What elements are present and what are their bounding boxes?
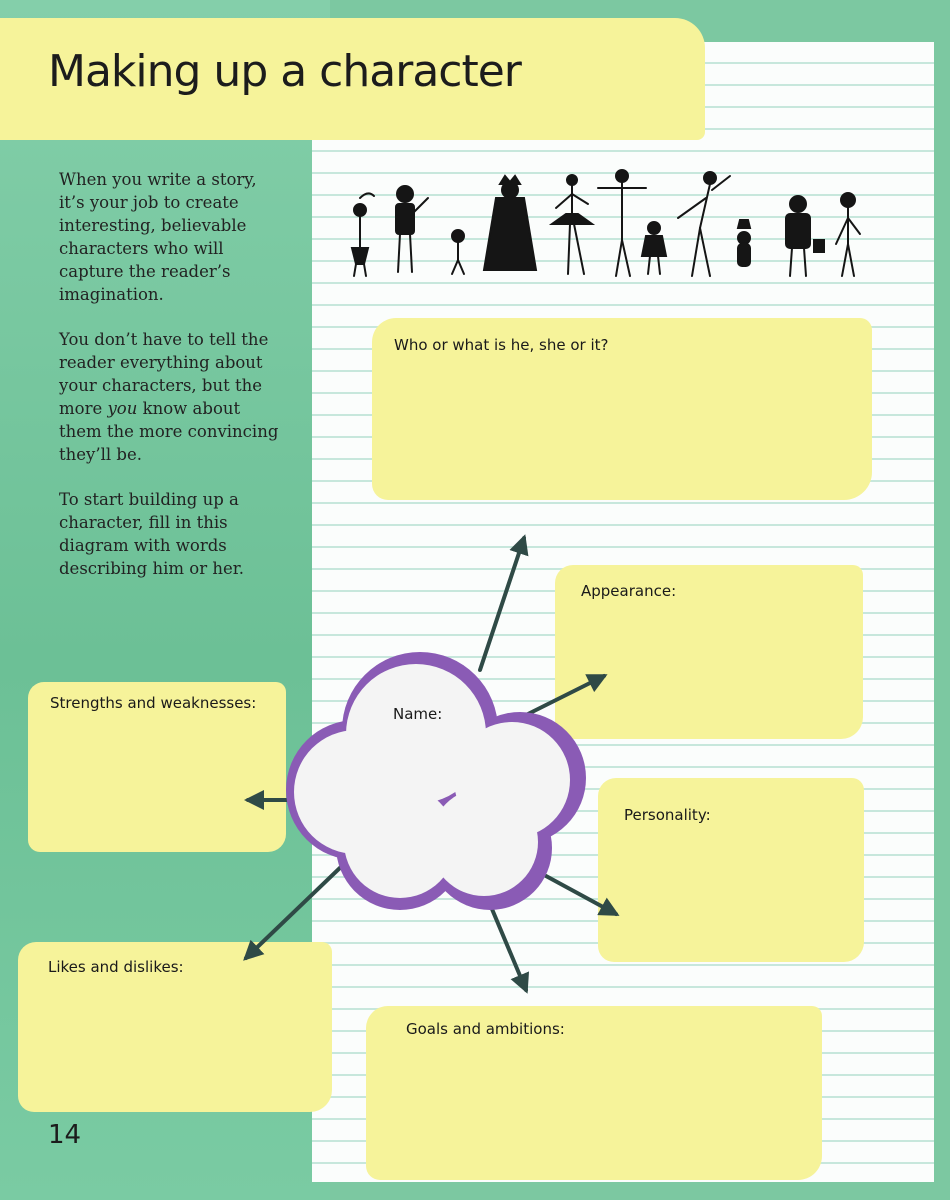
intro-p2-emphasis: you xyxy=(107,399,138,418)
page-title: Making up a character xyxy=(48,46,521,97)
page-number: 14 xyxy=(48,1120,82,1150)
name-label: Name: xyxy=(393,705,443,723)
appearance-label: Appearance: xyxy=(581,582,677,600)
personality-label: Personality: xyxy=(624,806,711,824)
likes-label: Likes and dislikes: xyxy=(48,958,184,976)
intro-paragraph-3: To start building up a character, fill in this diagram with words describing him or her. xyxy=(59,490,245,578)
who-label: Who or what is he, she or it? xyxy=(394,336,609,354)
intro-paragraph-1: When you write a story, it’s your job to create interesting, believable characters who will capture the reader’s imagination. xyxy=(59,170,257,304)
intro-p2-end: know about them the more convincing they’ll be. xyxy=(59,399,279,464)
intro-p2-start: You don’t have to tell the reader everything about your characters, but the more xyxy=(59,330,269,418)
strengths-label: Strengths and weaknesses: xyxy=(50,694,257,712)
goals-label: Goals and ambitions: xyxy=(406,1020,565,1038)
name-cloud[interactable] xyxy=(280,640,600,920)
